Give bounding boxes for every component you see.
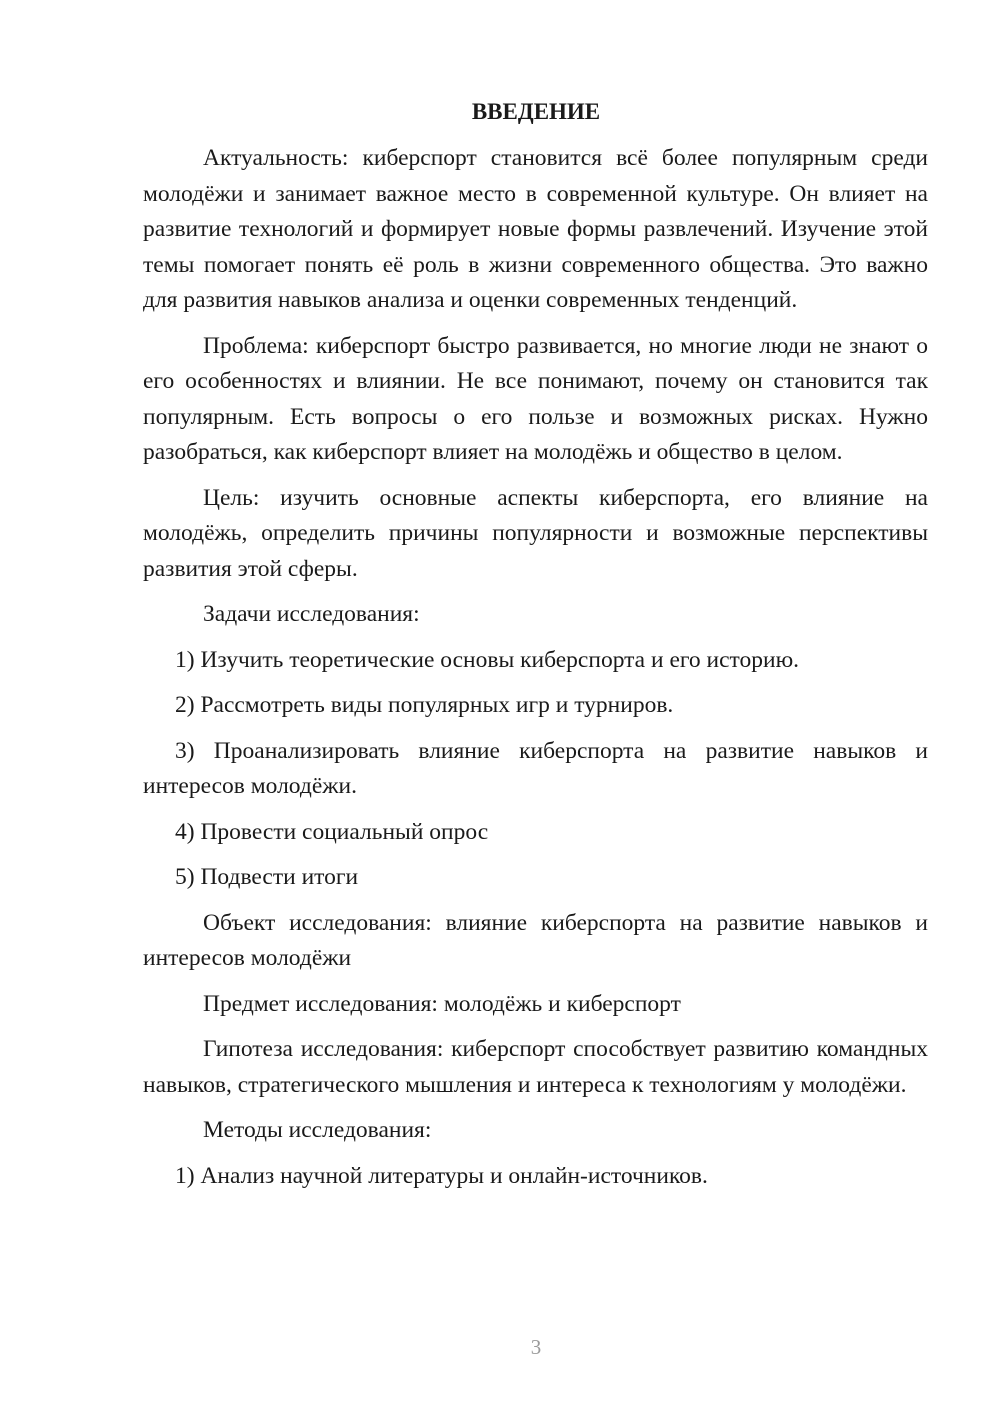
task-item-3: 3) Проанализировать влияние киберспорта на развитие навыков и интересов молодёжи.	[143, 737, 928, 799]
paragraph-goal: Цель: изучить основные аспекты киберспорта, его влияние на молодёжь, определить причины популярности и возможные перспективы развития этой сферы.	[143, 484, 928, 582]
methods-heading: Методы исследования:	[203, 1117, 432, 1143]
section-body	[143, 141, 928, 1204]
page-number: 3	[530, 1335, 542, 1359]
method-item-1: 1) Анализ научной литературы и онлайн-источников.	[175, 1162, 708, 1189]
task-item-5: 5) Подвести итоги	[175, 864, 359, 890]
paragraph-relevance: Актуальность: киберспорт становится всё более популярным среди молодёжи и занимает важное место в современной культуре. Он влияет на развитие технологий и формирует новые формы развлечений. Изучение этой темы помогает понять её роль в жизни современного общества. Это важно для развития навыков анализа и оценки современных тенденций.	[143, 145, 928, 313]
paragraph-subject: Предмет исследования: молодёжь и киберспорт	[203, 990, 681, 1017]
tasks-heading: Задачи исследования:	[203, 601, 420, 627]
paragraph-hypothesis: Гипотеза исследования: киберспорт способствует развитию командных навыков, стратегического мышления и интереса к технологиям у молодёжи.	[143, 1036, 928, 1098]
task-item-2: 2) Рассмотреть виды популярных игр и турниров.	[175, 692, 674, 718]
paragraph-object: Объект исследования: влияние киберспорта на развитие навыков и интересов молодёжи	[143, 909, 928, 971]
section-title: ВВЕДЕНИЕ	[471, 99, 601, 124]
task-item-4: 4) Провести социальный опрос	[175, 818, 489, 845]
task-item-1: 1) Изучить теоретические основы киберспорта и его историю.	[175, 646, 800, 673]
paragraph-problem: Проблема: киберспорт быстро развивается, но многие люди не знают о его особенностях и влиянии. Не все понимают, почему он становится так популярным. Есть вопросы о его пользе и возможных рисках. Нужно разобраться, как киберспорт влияет на молодёжь и общество в целом.	[143, 332, 928, 465]
